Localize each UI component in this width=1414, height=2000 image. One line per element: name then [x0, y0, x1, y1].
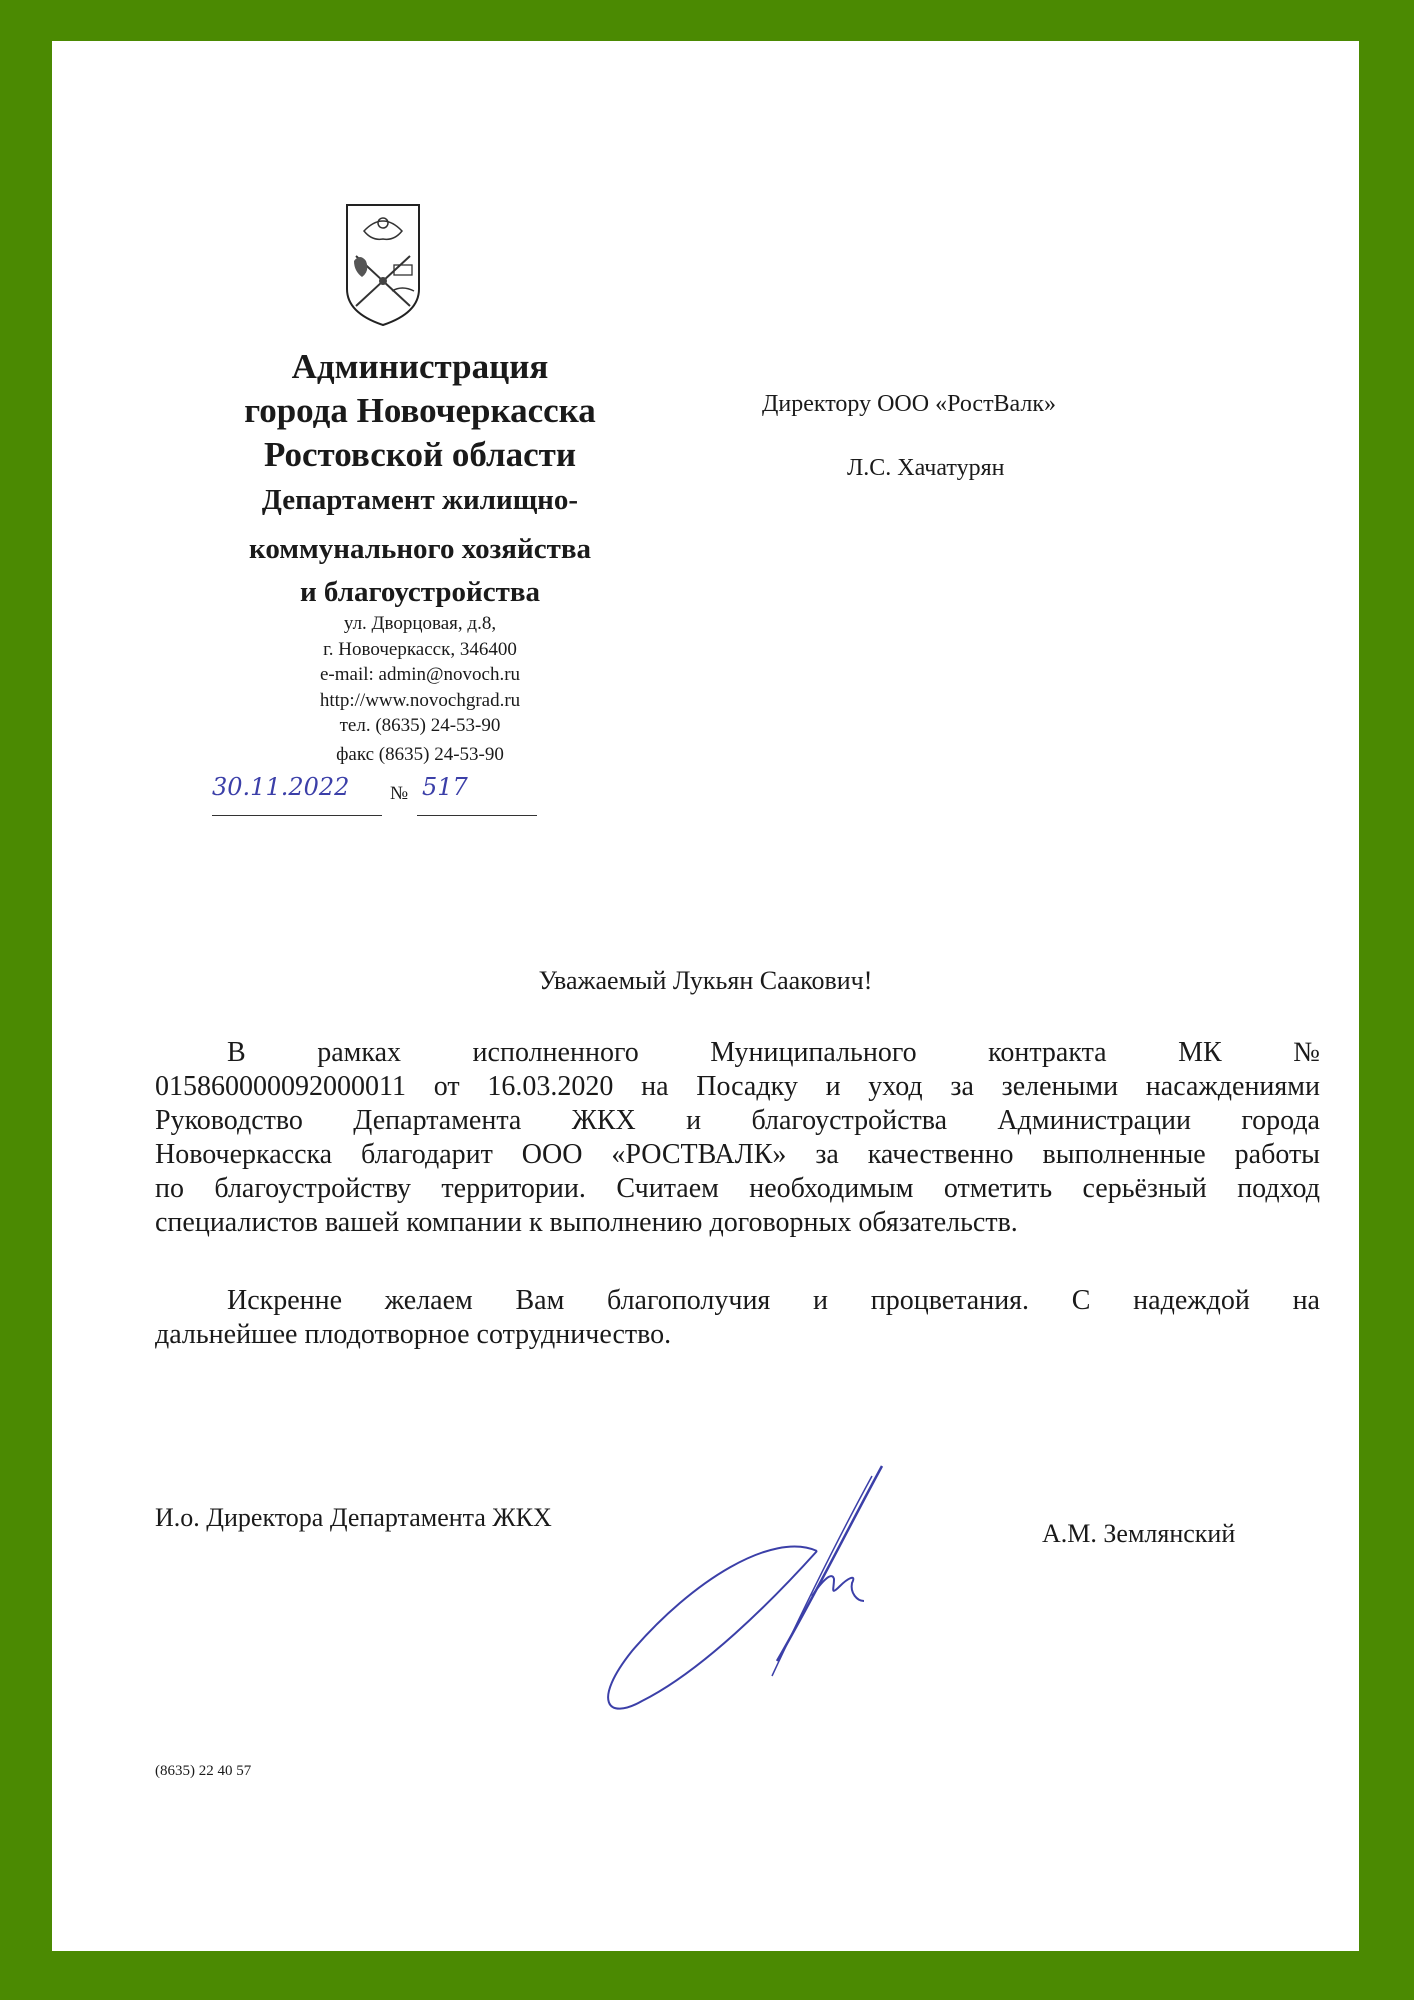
number-sign: № — [390, 783, 409, 804]
address-website: http://www.novochgrad.ru — [319, 689, 521, 711]
number-underline — [417, 815, 537, 816]
org-name-line-2: города Новочеркасска — [244, 391, 596, 430]
paragraph-line: 015860000092000011 от 16.03.2020 на Посадку и уход за зелеными насаждениями — [155, 1071, 1320, 1102]
org-name-line-3: Ростовской области — [263, 435, 577, 474]
paragraph-line: Руководство Департамента ЖКХ и благоустройства Администрации города — [155, 1105, 1320, 1136]
dept-name-line-3: и благоустройства — [299, 576, 541, 608]
paragraph-line: Новочеркасска благодарит ООО «РОСТВАЛК» за качественно выполненные работы — [155, 1139, 1320, 1170]
handwritten-date: 30.11.2022 — [212, 773, 350, 801]
greeting: Уважаемый Лукьян Саакович! — [538, 966, 873, 995]
addressee-name: Л.С. Хачатурян — [847, 455, 1005, 481]
addressee-position: Директору ООО «РостВалк» — [762, 391, 1057, 417]
paragraph-line: В рамках исполненного Муниципального контракта МК № — [227, 1037, 1320, 1068]
handwritten-number: 517 — [422, 773, 468, 801]
dept-name-line-1: Департамент жилищно- — [261, 484, 579, 516]
registration-line — [212, 771, 572, 821]
paragraph-line: специалистов вашей компании к выполнению договорных обязательств. — [155, 1207, 1018, 1238]
address-fax: факс (8635) 24-53-90 — [336, 743, 504, 765]
paragraph-line: Искренне желаем Вам благополучия и процветания. С надеждой на — [227, 1285, 1320, 1316]
address-phone: тел. (8635) 24-53-90 — [339, 715, 501, 736]
letter-page — [52, 41, 1359, 1951]
address-street: ул. Дворцовая, д.8, — [343, 613, 497, 634]
footer-phone: (8635) 22 40 57 — [155, 1763, 252, 1779]
date-underline — [212, 815, 382, 816]
address-email: e-mail: admin@novoch.ru — [319, 664, 521, 685]
signatory-name: А.М. Землянский — [1042, 1519, 1236, 1548]
signatory-position: И.о. Директора Департамента ЖКХ — [155, 1503, 552, 1532]
coat-of-arms-icon — [344, 201, 422, 329]
org-name-line-1: Администрация — [291, 347, 549, 386]
paragraph-line: по благоустройству территории. Считаем необходимым отметить серьёзный подход — [155, 1173, 1320, 1204]
address-city: г. Новочеркасск, 346400 — [323, 638, 517, 660]
paragraph-line: дальнейшее плодотворное сотрудничество. — [155, 1319, 672, 1350]
letterhead-address — [170, 611, 670, 767]
paragraph-2 — [155, 1284, 1320, 1352]
paragraph-1 — [155, 1036, 1320, 1240]
dept-name-line-2: коммунального хозяйства — [249, 533, 591, 565]
handwritten-signature — [572, 1461, 892, 1721]
